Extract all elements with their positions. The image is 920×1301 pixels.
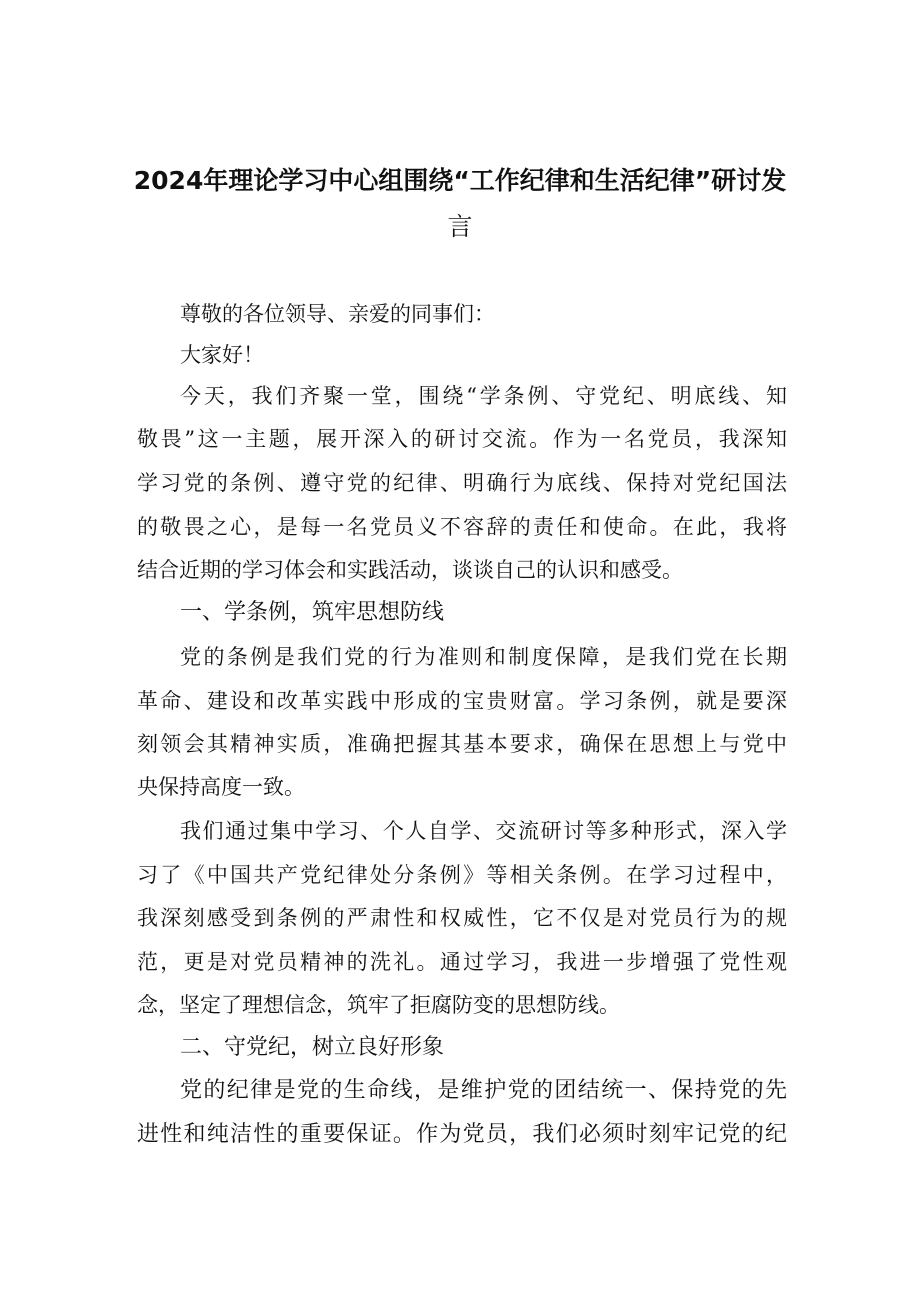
body-line: 范，更是对党员精神的洗礼。通过学习，我进一步增强了党性观 (137, 950, 787, 974)
body-line: 央保持高度一致。 (137, 775, 305, 799)
body-line: 结合近期的学习体会和实践活动，谈谈自己的认识和感受。 (137, 558, 683, 582)
body-line: 念，坚定了理想信念，筑牢了拒腐防变的思想防线。 (137, 993, 620, 1017)
body-line: 敬畏”这一主题，展开深入的研讨交流。作为一名党员，我深知 (137, 427, 787, 451)
body-line: 我深刻感受到条例的严肃性和权威性，它不仅是对党员行为的规 (137, 906, 787, 930)
body-line: 刻领会其精神实质，准确把握其基本要求，确保在思想上与党中 (137, 732, 787, 756)
body-line: 党的纪律是党的生命线，是维护党的团结统一、保持党的先 (180, 1078, 787, 1103)
document-title: 2024年理论学习中心组围绕“工作纪律和生活纪律”研讨发 (133, 166, 787, 195)
body-line: 学习党的条例、遵守党的纪律、明确行为底线、保持对党纪国法 (137, 471, 787, 495)
body-line: 革命、建设和改革实践中形成的宝贵财富。学习条例，就是要深 (137, 689, 787, 713)
body-line: 我们通过集中学习、个人自学、交流研讨等多种形式，深入学 (180, 819, 787, 843)
body-line: 党的条例是我们党的行为准则和制度保障，是我们党在长期 (180, 645, 787, 669)
greeting: 大家好！ (180, 343, 264, 367)
salutation: 尊敬的各位领导、亲爱的同事们： (180, 302, 495, 326)
body-line: 今天，我们齐聚一堂，围绕“学条例、守党纪、明底线、知 (180, 384, 787, 408)
body-line: 习了《中国共产党纪律处分条例》等相关条例。在学习过程中， (137, 863, 787, 887)
section-heading-1: 一、学条例，筑牢思想防线 (180, 600, 445, 625)
body-line: 进性和纯洁性的重要保证。作为党员，我们必须时刻牢记党的纪 (137, 1122, 787, 1147)
section-heading-2: 二、守党纪，树立良好形象 (180, 1035, 445, 1060)
document-title-continued: 言 (447, 212, 473, 241)
body-line: 的敬畏之心，是每一名党员义不容辞的责任和使命。在此，我将 (137, 515, 787, 539)
